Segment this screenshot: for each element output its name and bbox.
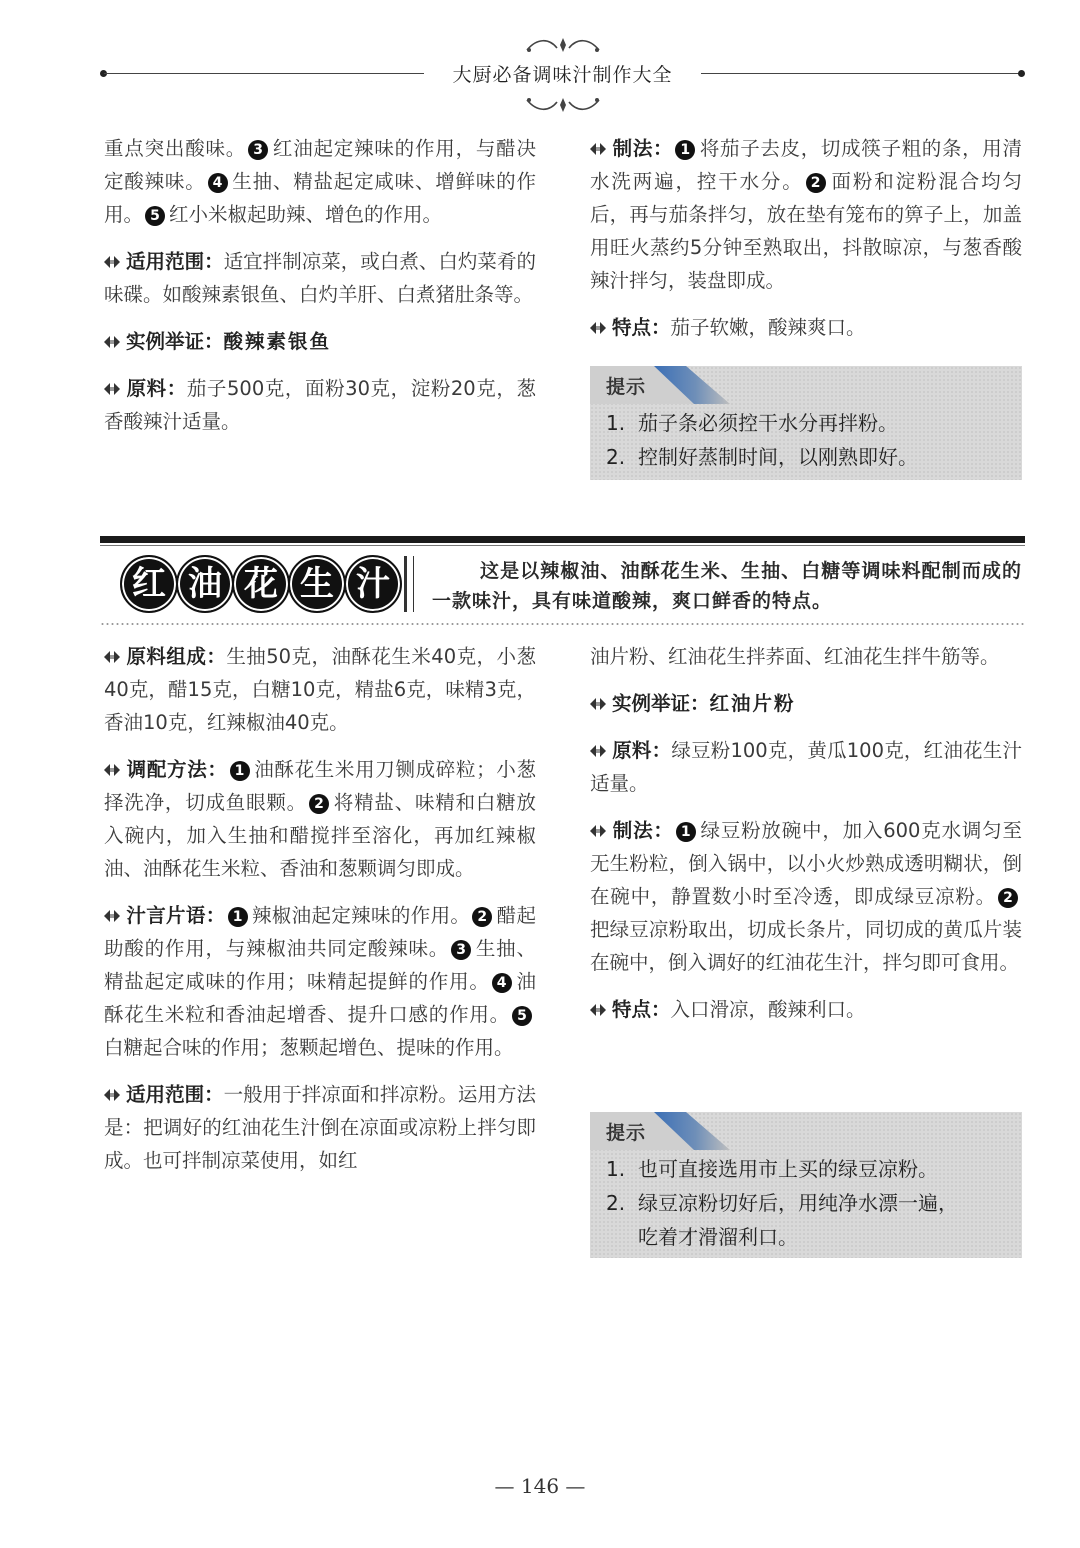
diamond-arrow-bullet-icon [590, 142, 606, 156]
method-label: 制法： [612, 137, 674, 160]
circled-number-2: 2 [998, 888, 1018, 908]
feature-label: 特点： [612, 316, 671, 339]
circled-number-1: 1 [675, 140, 695, 160]
method-label: 制法： [612, 819, 674, 842]
feature-text: 入口滑凉，酸辣利口。 [670, 998, 866, 1021]
diamond-arrow-bullet-icon [590, 1003, 606, 1017]
composition-text: 生抽50克，油酥花生米40克，小葱40克，醋15克，白糖10克，精盐6克，味精3克，香油10克，红辣椒油40克。 [104, 645, 536, 734]
ingredients-text: 绿豆粉100克，黄瓜100克，红油花生汁适量。 [590, 739, 1022, 795]
circled-number-1: 1 [230, 761, 250, 781]
tip-box [590, 1112, 1022, 1258]
diamond-arrow-bullet-icon [104, 909, 120, 923]
feature-entry [590, 993, 1022, 1026]
ingredients-label: 原料： [612, 739, 672, 762]
diamond-arrow-bullet-icon [104, 335, 120, 349]
tip-lines [606, 406, 1010, 474]
circled-number-3: 3 [451, 940, 471, 960]
composition-entry [104, 640, 536, 739]
diamond-arrow-bullet-icon [104, 255, 120, 269]
method-entry: 制法： 1 将茄子去皮，切成筷子粗的条，用清水洗两遍，控干水分。 2 面粉和淀粉混合均匀后，再与茄条拌匀，放在垫有笼布的箅子上，加盖用旺火蒸约5分钟至熟取出，抖散晾凉，与葱香酸辣汁拌匀，装盘即成。 [590, 137, 1022, 292]
running-title: 大厨必备调味汁制作大全 [452, 64, 673, 86]
recipe-title-char: 汁 [344, 555, 402, 613]
notes-label: 汁言片语： [126, 904, 226, 927]
diamond-arrow-bullet-icon [590, 321, 606, 335]
recipe-description: 这是以辣椒油、油酥花生米、生抽、白糖等调味料配制而成的一款味汁，具有味道酸辣，爽口鲜香的特点。 [432, 560, 1022, 612]
example-value: 酸辣素银鱼 [223, 330, 332, 353]
circled-number-4: 4 [208, 173, 228, 193]
tip-line-continuation: 吃着才滑溜利口。 [638, 1225, 798, 1249]
bottom-left-column [104, 640, 536, 1191]
tip-line: 2. 控制好蒸制时间，以刚熟即好。 [606, 445, 918, 469]
diamond-arrow-bullet-icon [590, 824, 606, 838]
example-label: 实例举证： [612, 692, 710, 715]
prep-entry: 调配方法： 1 油酥花生米用刀铡成碎粒；小葱择洗净，切成鱼眼颗。 2 将精盐、味精和白糖放入碗内，加入生抽和醋搅拌至溶化，再加红辣椒油、油酥花生米粒、香油和葱颗调匀即成。 [104, 758, 536, 880]
circled-number-5: 5 [512, 1006, 532, 1026]
tip-line: 1. 也可直接选用市上买的绿豆凉粉。 [606, 1157, 938, 1181]
intro-paragraph: 重点突出酸味。 3 红油起定辣味的作用，与醋决定酸辣味。 4 生抽、精盐起定咸味、增鲜味的作用。 5 红小米椒起助辣、增色的作用。 [104, 137, 536, 226]
scope-label: 适用范围： [126, 1083, 224, 1106]
scope-entry [104, 245, 536, 311]
circled-number-2: 2 [806, 173, 826, 193]
running-head [100, 36, 1025, 112]
feature-text: 茄子软嫩，酸辣爽口。 [670, 316, 866, 339]
circled-number-2: 2 [472, 907, 492, 927]
banner-top-bar [100, 536, 1025, 543]
rule-cap-right [1018, 70, 1025, 77]
scope-continuation: 油片粉、红油花生拌荞面、红油花生拌牛筋等。 [590, 645, 1000, 668]
circled-number-5: 5 [145, 206, 165, 226]
ingredients-entry [104, 372, 536, 438]
bottom-right-column [590, 640, 1022, 1040]
scroll-ornament-icon [523, 36, 603, 56]
recipe-title-char: 花 [232, 555, 290, 613]
ingredients-entry [590, 734, 1022, 800]
recipe-title-char: 生 [288, 555, 346, 613]
ingredients-label: 原料： [126, 377, 187, 400]
scope-entry [104, 1078, 536, 1177]
circled-number-2: 2 [309, 794, 329, 814]
diamond-arrow-bullet-icon [104, 1088, 120, 1102]
circled-number-1: 1 [228, 907, 248, 927]
example-value: 红油片粉 [709, 692, 796, 715]
prep-label: 调配方法： [126, 758, 228, 781]
recipe-title [120, 555, 400, 615]
tip-line: 2. 绿豆凉粉切好后，用纯净水漂一遍， [606, 1191, 958, 1215]
example-entry [104, 325, 536, 358]
feature-label: 特点： [612, 998, 671, 1021]
tip-box [590, 366, 1022, 480]
page-number: — 146 — [494, 1474, 586, 1498]
banner-top-rule [100, 545, 1025, 546]
top-left-column [104, 132, 536, 452]
banner-bottom-rule [100, 622, 1025, 626]
scroll-ornament-icon [523, 94, 603, 114]
tip-label: 提示 [606, 376, 647, 398]
diamond-arrow-bullet-icon [590, 744, 606, 758]
tip-line: 1. 茄子条必须控干水分再拌粉。 [606, 411, 898, 435]
scope-text: 一般用于拌凉面和拌凉粉。运用方法是：把调好的红油花生汁倒在凉面或凉粉上拌匀即成。也可拌制凉菜使用，如红 [104, 1083, 536, 1172]
scope-label: 适用范围： [126, 250, 224, 273]
diamond-arrow-bullet-icon [104, 382, 120, 396]
diamond-arrow-bullet-icon [104, 650, 120, 664]
composition-label: 原料组成： [126, 645, 227, 668]
example-label: 实例举证： [126, 330, 224, 353]
banner-divider [404, 556, 414, 612]
top-right-column [590, 132, 1022, 358]
circled-number-3: 3 [248, 140, 268, 160]
ingredients-text: 茄子500克，面粉30克，淀粉20克，葱香酸辣汁适量。 [104, 377, 536, 433]
tip-label: 提示 [606, 1122, 647, 1144]
example-entry [590, 687, 1022, 720]
recipe-title-char: 油 [176, 555, 234, 613]
diamond-arrow-bullet-icon [590, 697, 606, 711]
method-entry: 制法： 1 绿豆粉放碗中，加入600克水调匀至无生粉粒，倒入锅中，以小火炒熟成透明糊状，倒在碗中，静置数小时至冷透，即成绿豆凉粉。 2把绿豆凉粉取出，切成长条片，同切成的黄瓜片装在碗中，倒入调好的红油花生汁，拌匀即可食用。 [590, 819, 1022, 974]
scope-text: 适宜拌制凉菜，或白煮、白灼菜肴的味碟。如酸辣素银鱼、白灼羊肝、白煮猪肚条等。 [104, 250, 536, 306]
tip-lines [606, 1152, 1010, 1254]
recipe-title-char: 红 [120, 555, 178, 613]
circled-number-4: 4 [492, 973, 512, 993]
circled-number-1: 1 [676, 822, 696, 842]
diamond-arrow-bullet-icon [104, 763, 120, 777]
header-rule-right [701, 73, 1021, 74]
feature-entry [590, 311, 1022, 344]
notes-entry: 汁言片语： 1 辣椒油起定辣味的作用。 2 醋起助酸的作用，与辣椒油共同定酸辣味。 3 生抽、精盐起定咸味的作用；味精起提鲜的作用。 4 油酥花生米粒和香油起增香、提升口感的作用。 5白糖起合味的作用；葱颗起增色、提味的作用。 [104, 904, 536, 1059]
